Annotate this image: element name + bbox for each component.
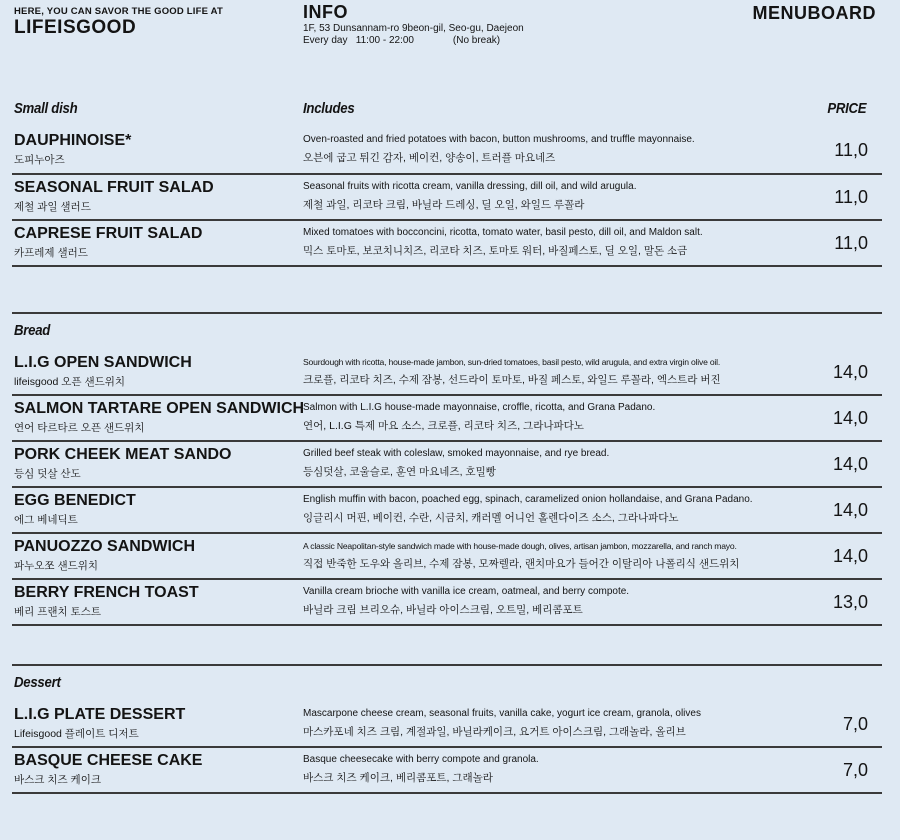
menu-item bbox=[12, 128, 882, 175]
item-name-korean: 에그 베네딕트 bbox=[14, 514, 78, 526]
menu-item bbox=[12, 221, 882, 267]
menu-item bbox=[12, 350, 882, 396]
item-description-korean: 잉글리시 머핀, 베이컨, 수란, 시금치, 캐러멜 어니언 홀렌다이즈 소스, 그라나파다노 bbox=[303, 512, 679, 524]
item-name-korean: 바스크 치즈 케이크 bbox=[14, 774, 101, 786]
item-name: PANUOZZO SANDWICH bbox=[14, 538, 196, 555]
address: 1F, 53 Dunsannam-ro 9beon-gil, Seo-gu, Daejeon bbox=[303, 23, 524, 34]
section-title: Dessert bbox=[14, 674, 61, 691]
item-name-korean: 파누오쪼 샌드위치 bbox=[14, 560, 99, 572]
item-price: 13,0 bbox=[832, 592, 868, 612]
item-price: 11,0 bbox=[834, 187, 868, 207]
item-description: Grilled beef steak with coleslaw, smoked mayonnaise, and rye bread. bbox=[303, 448, 610, 459]
menu-item bbox=[12, 748, 882, 794]
section-header bbox=[12, 318, 882, 350]
includes-heading: Includes bbox=[303, 100, 355, 117]
item-name: PORK CHEEK MEAT SANDO bbox=[14, 446, 232, 463]
item-description: Basque cheesecake with berry compote and granola. bbox=[303, 754, 539, 765]
item-price: 11,0 bbox=[834, 233, 868, 253]
item-name-korean: 도피누아즈 bbox=[14, 154, 65, 166]
item-description: Sourdough with ricotta, house-made jambon, sun-dried tomatoes, basil pesto, wild arugula, and extra virgin olive oil. bbox=[303, 357, 721, 367]
section-bread bbox=[12, 318, 882, 626]
item-description: Mixed tomatoes with bocconcini, ricotta, tomato water, basil pesto, dill oil, and Maldon salt. bbox=[303, 227, 703, 238]
item-price: 7,0 bbox=[842, 760, 868, 780]
brand-name: LIFEISGOOD bbox=[14, 17, 137, 38]
item-description-korean: 바스크 치즈 케이크, 베리콤포트, 그래놀라 bbox=[303, 772, 493, 784]
item-description: Seasonal fruits with ricotta cream, vanilla dressing, dill oil, and wild arugula. bbox=[303, 181, 637, 192]
item-price: 7,0 bbox=[842, 714, 868, 734]
section-dessert bbox=[12, 670, 882, 794]
section-small-dish bbox=[12, 96, 882, 267]
item-name: BERRY FRENCH TOAST bbox=[14, 584, 199, 601]
item-name-korean: 연어 타르타르 오픈 샌드위치 bbox=[14, 422, 145, 434]
item-name-korean: Lifeisgood 플레이트 디저트 bbox=[14, 728, 139, 740]
opening-hours: Every day 11:00 - 22:00 (No break) bbox=[303, 35, 501, 46]
item-description: A classic Neapolitan-style sandwich made with house-made dough, olives, artisan jambon, mozzarella, and ranch mayo. bbox=[303, 541, 737, 551]
item-description: English muffin with bacon, poached egg, spinach, caramelized onion hollandaise, and Grana Padano. bbox=[303, 494, 753, 505]
info-block bbox=[303, 2, 524, 47]
item-description-korean: 등심덧살, 코울슬로, 훈연 마요네즈, 호밀빵 bbox=[303, 466, 496, 478]
menu-header bbox=[0, 0, 900, 70]
item-name-korean: lifeisgood 오픈 샌드위치 bbox=[14, 376, 126, 388]
section-title: Bread bbox=[14, 322, 51, 339]
item-name: L.I.G OPEN SANDWICH bbox=[14, 354, 192, 371]
item-description-korean: 마스카포네 치즈 크림, 계절과일, 바닐라케이크, 요거트 아이스크림, 그래놀라, 올리브 bbox=[303, 726, 686, 738]
item-price: 11,0 bbox=[834, 140, 868, 160]
item-price: 14,0 bbox=[832, 546, 868, 566]
section-title: Small dish bbox=[14, 100, 78, 117]
item-price: 14,0 bbox=[832, 408, 868, 428]
item-price: 14,0 bbox=[832, 500, 868, 520]
item-name: SALMON TARTARE OPEN SANDWICH bbox=[14, 400, 305, 417]
menu-item bbox=[12, 442, 882, 488]
info-title: INFO bbox=[303, 2, 348, 22]
menu-item bbox=[12, 488, 882, 534]
menu-item bbox=[12, 534, 882, 580]
item-description-korean: 직접 반죽한 도우와 올리브, 수제 잠봉, 모짜렐라, 랜치마요가 들어간 이탈리아 나폴리식 샌드위치 bbox=[303, 558, 740, 570]
section-divider bbox=[12, 664, 882, 666]
item-description: Mascarpone cheese cream, seasonal fruits, vanilla cake, yogurt ice cream, granola, olives bbox=[303, 708, 701, 719]
menu-item bbox=[12, 396, 882, 442]
item-name: SEASONAL FRUIT SALAD bbox=[14, 179, 214, 196]
item-description: Vanilla cream brioche with vanilla ice cream, oatmeal, and berry compote. bbox=[303, 586, 630, 597]
item-name-korean: 제철 과일 샐러드 bbox=[14, 201, 91, 213]
item-description-korean: 오븐에 굽고 튀긴 감자, 베이컨, 양송이, 트러플 마요네즈 bbox=[303, 152, 556, 164]
item-description: Oven-roasted and fried potatoes with bacon, button mushrooms, and truffle mayonnaise. bbox=[303, 134, 695, 145]
item-name-korean: 베리 프랜치 토스트 bbox=[14, 606, 101, 618]
item-description-korean: 믹스 토마토, 보코치니치즈, 리코타 치즈, 토마토 워터, 바질페스토, 딜 오일, 말돈 소금 bbox=[303, 245, 688, 257]
item-name-korean: 카프레제 샐러드 bbox=[14, 247, 88, 259]
item-description-korean: 바닐라 크림 브리오슈, 바닐라 아이스크림, 오트밀, 베리콤포트 bbox=[303, 604, 583, 616]
item-name: DAUPHINOISE* bbox=[14, 132, 132, 149]
price-heading: PRICE bbox=[826, 100, 866, 117]
menuboard-title: MENUBOARD bbox=[752, 3, 876, 23]
item-name: EGG BENEDICT bbox=[14, 492, 136, 509]
item-price: 14,0 bbox=[832, 454, 868, 474]
section-header bbox=[12, 670, 882, 702]
item-name: BASQUE CHEESE CAKE bbox=[14, 752, 203, 769]
item-description-korean: 연어, L.I.G 특제 마요 소스, 크로플, 리코타 치즈, 그라나파다노 bbox=[303, 420, 584, 432]
section-header bbox=[12, 96, 882, 128]
tagline: HERE, YOU CAN SAVOR THE GOOD LIFE AT bbox=[14, 6, 224, 17]
menu-item bbox=[12, 580, 882, 626]
item-name: L.I.G PLATE DESSERT bbox=[14, 706, 186, 723]
item-price: 14,0 bbox=[832, 362, 868, 382]
menu-item bbox=[12, 702, 882, 748]
section-divider bbox=[12, 312, 882, 314]
item-name: CAPRESE FRUIT SALAD bbox=[14, 225, 203, 242]
item-description-korean: 제철 과일, 리코타 크림, 바닐라 드레싱, 딜 오일, 와일드 루꼴라 bbox=[303, 199, 585, 211]
item-description-korean: 크로플, 리코타 치즈, 수제 잠봉, 선드라이 토마토, 바질 페스토, 와일드 루꼴라, 엑스트라 버진 bbox=[303, 374, 721, 386]
menu-item bbox=[12, 175, 882, 221]
item-name-korean: 등심 덧살 산도 bbox=[14, 468, 81, 480]
item-description: Salmon with L.I.G house-made mayonnaise, croffle, ricotta, and Grana Padano. bbox=[303, 402, 656, 413]
